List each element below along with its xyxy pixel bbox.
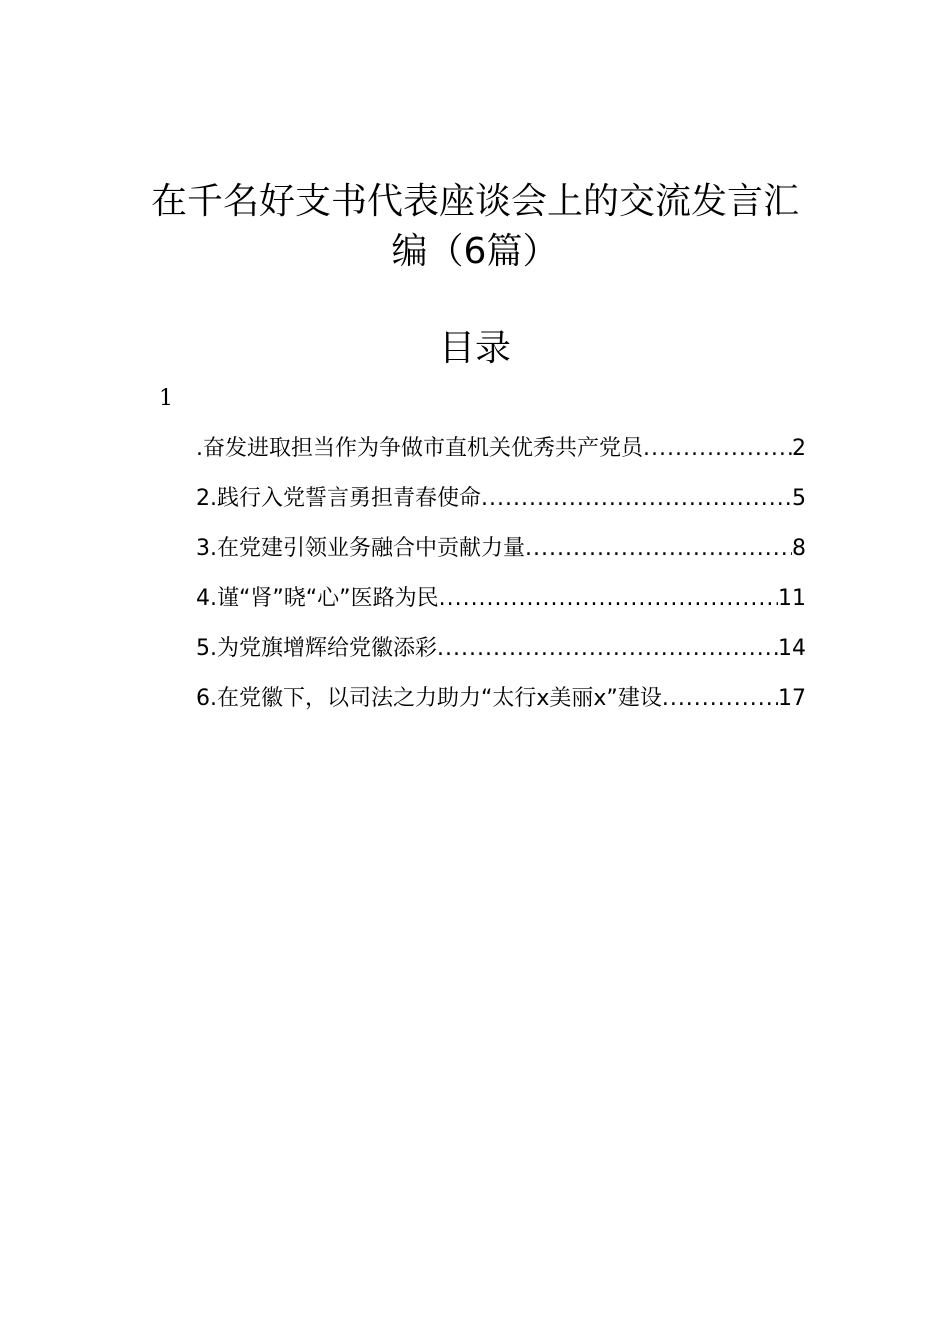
toc-entry-page: 17: [778, 686, 806, 711]
toc-entry-title: 6.在党徽下，以司法之力助力“太行x美丽x”建设: [196, 686, 662, 711]
list-number: 1: [159, 386, 173, 411]
toc-entry-page: 8: [792, 536, 806, 561]
toc-entry-title: .奋发进取担当作为争做市直机关优秀共产党员: [196, 436, 643, 461]
document-title-line-2: 编（6篇）: [391, 231, 559, 272]
toc-leader-dots: [481, 480, 792, 518]
toc-entry-1[interactable]: [196, 430, 806, 480]
toc-entry-page: 5: [792, 486, 806, 511]
toc-entry-6[interactable]: [196, 680, 806, 730]
document-title-line-1: 在千名好支书代表座谈会上的交流发言汇: [150, 181, 799, 222]
toc-entry-5[interactable]: [196, 630, 806, 680]
toc-leader-dots: [437, 630, 778, 668]
toc-entry-3[interactable]: [196, 530, 806, 580]
table-of-contents: [196, 430, 806, 730]
toc-entry-title: 5.为党旗增辉给党徽添彩: [196, 636, 437, 661]
toc-entry-title: 3.在党建引领业务融合中贡献力量: [196, 536, 525, 561]
toc-entry-page: 11: [778, 586, 806, 611]
toc-entry-title: 4.谨“肾”晓“心”医路为民: [196, 586, 439, 611]
toc-entry-page: 14: [778, 636, 806, 661]
toc-entry-title: 2.践行入党誓言勇担青春使命: [196, 486, 481, 511]
toc-heading: 目录: [438, 328, 511, 369]
toc-leader-dots: [643, 430, 792, 468]
toc-leader-dots: [439, 580, 778, 618]
toc-leader-dots: [525, 530, 792, 568]
toc-entry-2[interactable]: [196, 480, 806, 530]
toc-leader-dots: [662, 680, 778, 718]
toc-entry-page: 2: [792, 436, 806, 461]
toc-entry-4[interactable]: [196, 580, 806, 630]
